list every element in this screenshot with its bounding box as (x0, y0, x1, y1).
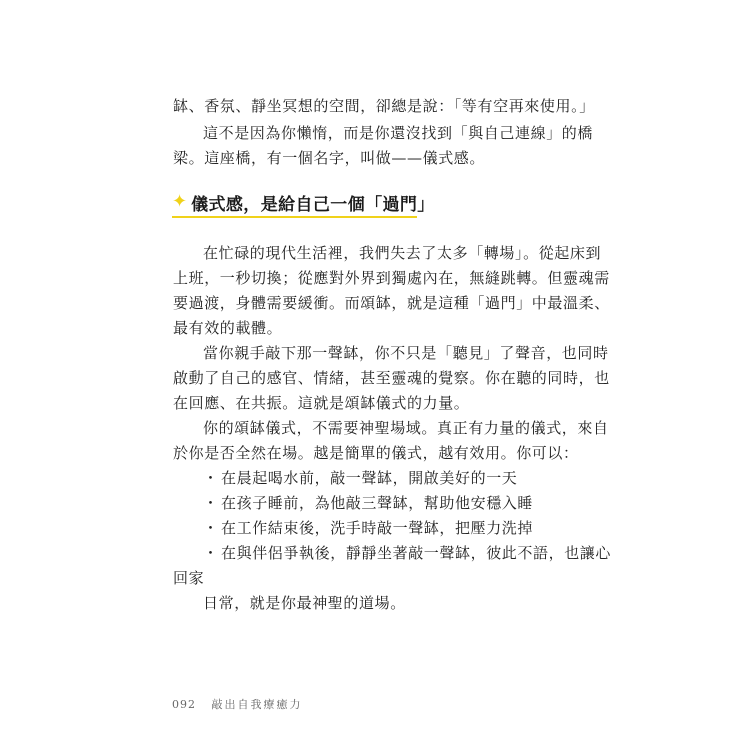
list-item-text: 在工作結束後，洗手時敲一聲缽，把壓力洗掉 (221, 519, 534, 537)
bullet-marker: ・ (203, 494, 219, 512)
paragraph-line: 在忙碌的現代生活裡，我們失去了太多「轉場」。從起床到 (203, 244, 602, 262)
paragraph-line: 你的頌缽儀式，不需要神聖場域。真正有力量的儀式，來自 (203, 419, 609, 437)
paragraph-line: 最有效的載體。 (173, 319, 283, 337)
list-item-text: 在孩子睡前，為他敲三聲缽，幫助他安穩入睡 (221, 494, 534, 512)
paragraph-line: 在回應、在共振。這就是頌缽儀式的力量。 (173, 394, 470, 412)
paragraph-line: 啟動了自己的感官、情緒，甚至靈魂的覺察。你在聽的同時，也 (173, 369, 610, 387)
bullet-marker: ・ (203, 519, 219, 537)
paragraph-line: 要過渡，身體需要緩衝。而頌缽，就是這種「過門」中最溫柔、 (173, 294, 610, 312)
paragraph-line: 於你是否全然在場。越是簡單的儀式，越有效用。你可以： (173, 444, 579, 462)
section-heading (172, 188, 435, 216)
heading-underline (172, 216, 417, 218)
list-item-text: 在晨起喝水前，敲一聲缽，開啟美好的一天 (221, 469, 518, 487)
star-icon: ✦ (172, 191, 188, 212)
list-item (203, 468, 517, 488)
list-item-text: 在與伴侶爭執後，靜靜坐著敲一聲缽，彼此不語，也讓心 (221, 544, 612, 562)
list-item-continuation: 回家 (173, 569, 205, 587)
list-item (203, 518, 533, 538)
section-heading-text: 儀式感，是給自己一個「過門」 (191, 194, 435, 215)
paragraph-line: 梁。這座橋，有一個名字，叫做——儀式感。 (173, 149, 486, 167)
running-title: 敲出自我療癒力 (211, 698, 303, 711)
paragraph-line: 這不是因為你懶惰，而是你還沒找到「與自己連線」的橋 (203, 124, 594, 142)
paragraph-line: 缽、香氛、靜坐冥想的空間，卻總是說：「等有空再來使用。」 (173, 97, 595, 115)
paragraph-line: 上班，一秒切換；從應對外界到獨處內在，無縫跳轉。但靈魂需 (173, 269, 610, 287)
list-item (203, 543, 611, 563)
bullet-marker: ・ (203, 544, 219, 562)
bullet-marker: ・ (203, 469, 219, 487)
list-item (203, 493, 533, 513)
page-number: 092 (172, 698, 196, 711)
paragraph-line: 當你親手敲下那一聲缽，你不只是「聽見」了聲音，也同時 (203, 344, 609, 362)
paragraph-line: 日常，就是你最神聖的道場。 (203, 594, 406, 612)
page-footer (172, 696, 303, 712)
